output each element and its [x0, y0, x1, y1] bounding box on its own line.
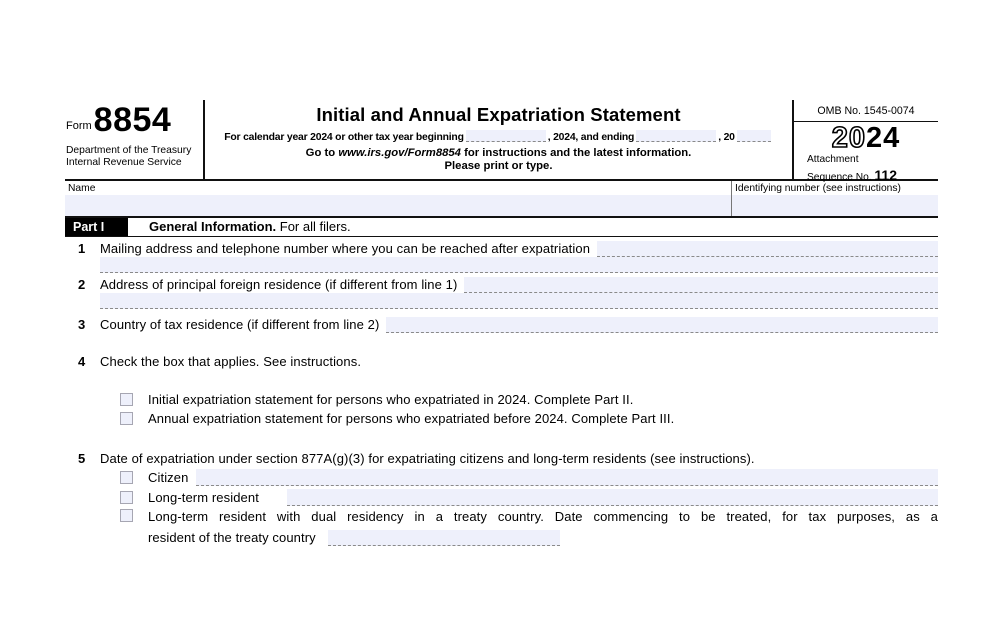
annual-statement-checkbox[interactable]	[120, 412, 133, 425]
tax-year	[794, 124, 938, 153]
dual-residency-label-line-2: resident of the treaty country	[148, 530, 938, 546]
line-2-row	[65, 277, 938, 293]
calendar-year-line	[205, 130, 792, 143]
identifying-number-input[interactable]	[732, 195, 938, 216]
tax-year-ending-input[interactable]	[636, 130, 716, 142]
line-3-input[interactable]	[386, 317, 938, 333]
form-number-line	[65, 101, 203, 139]
identifying-number-label: Identifying number (see instructions)	[735, 183, 901, 194]
initial-statement-label: Initial expatriation statement for persons who expatriated in 2024. Complete Part II.	[148, 391, 634, 407]
goto-suffix: for instructions and the latest information.	[464, 147, 692, 159]
sequence-line: Sequence No. 112	[807, 166, 898, 183]
line-1-number: 1	[78, 240, 86, 256]
annual-statement-label: Annual expatriation statement for persons who expatriated before 2024. Complete Part III.	[148, 410, 675, 426]
line-5-number: 5	[78, 450, 86, 466]
agency-line-1: Department of the Treasury	[66, 145, 192, 157]
line-3-label: Country of tax residence (if different from line 2)	[100, 316, 380, 332]
initial-statement-checkbox[interactable]	[120, 393, 133, 406]
form-word: Form	[66, 120, 92, 133]
spacer	[188, 470, 196, 486]
instructions-line	[205, 147, 792, 159]
name-input[interactable]	[65, 195, 731, 216]
line-4-row	[65, 354, 938, 369]
line-2-label: Address of principal foreign residence (if different from line 1)	[100, 276, 458, 292]
line-2-input-row-2[interactable]	[100, 293, 938, 309]
agency-line-2: Internal Revenue Service	[66, 157, 182, 169]
line-5-dual-residency-row	[120, 509, 938, 546]
line-4-number: 4	[78, 353, 86, 369]
citizen-label: Citizen	[148, 469, 189, 485]
line-1-input[interactable]	[597, 241, 938, 257]
part1-title	[149, 219, 351, 234]
tax-year-bold-digits: 24	[866, 122, 901, 154]
line-4-option-annual	[120, 411, 938, 426]
ending-year-input[interactable]	[737, 130, 771, 142]
attachment-sequence	[794, 154, 938, 185]
line-5-long-term-row	[120, 490, 938, 506]
line-1-input-row-2[interactable]	[100, 257, 938, 273]
form-title-block	[205, 100, 794, 179]
citizen-date-input[interactable]	[196, 469, 938, 486]
part1-title-rest: For all filers.	[279, 219, 351, 235]
agency-block	[65, 145, 203, 169]
part1-header-bar	[65, 216, 938, 237]
part1-title-bold: General Information.	[149, 219, 277, 235]
name-id-row	[65, 181, 938, 216]
calendar-text-3: , 20	[718, 132, 735, 143]
dual-residency-text	[148, 509, 938, 546]
form-number-block	[65, 100, 205, 179]
long-term-resident-checkbox[interactable]	[120, 491, 133, 504]
spacer	[259, 490, 287, 506]
calendar-text-1: For calendar year 2024 or other tax year beginning	[224, 132, 464, 143]
form-title: Initial and Annual Expatriation Statement	[316, 104, 681, 125]
omb-year-block	[794, 100, 938, 183]
part1-badge: Part I	[65, 218, 128, 236]
treaty-country-date-input[interactable]	[328, 530, 560, 546]
goto-prefix: Go to	[305, 147, 336, 159]
line-4-label: Check the box that applies. See instructions.	[100, 353, 362, 369]
tax-year-beginning-input[interactable]	[466, 130, 546, 142]
form-header	[65, 100, 938, 181]
line-5-label: Date of expatriation under section 877A(g)(3) for expatriating citizens and long-term residents (see instructions).	[100, 450, 755, 466]
citizen-checkbox[interactable]	[120, 471, 133, 484]
attachment-word: Attachment	[807, 154, 859, 165]
identifying-number-cell	[732, 181, 938, 216]
calendar-text-2: , 2024, and ending	[547, 132, 635, 143]
print-or-type-line: Please print or type.	[444, 160, 553, 172]
line-4-option-initial	[120, 392, 938, 407]
name-cell	[65, 181, 732, 216]
dual-residency-checkbox[interactable]	[120, 509, 133, 522]
irs-url-link[interactable]: www.irs.gov/Form8854	[338, 147, 461, 159]
line-5-citizen-row	[120, 470, 938, 486]
form-8854	[65, 100, 938, 546]
dual-residency-label-line-1: Long-term resident with dual residency in a treaty country. Date commencing to be treated, for tax purposes, as a	[148, 508, 938, 524]
line-2-number: 2	[78, 276, 86, 292]
line-3-row	[65, 317, 938, 333]
form-number: 8854	[93, 101, 172, 139]
sequence-number: 112	[874, 166, 898, 183]
line-2-input[interactable]	[464, 277, 938, 293]
long-term-resident-label: Long-term resident	[148, 489, 259, 505]
tax-year-outline-digits: 20	[831, 122, 866, 154]
long-term-resident-date-input[interactable]	[287, 489, 938, 506]
line-1-row	[65, 241, 938, 257]
omb-number: OMB No. 1545-0074	[794, 100, 938, 122]
name-label: Name	[68, 183, 96, 194]
line-1-label: Mailing address and telephone number where you can be reached after expatriation	[100, 240, 591, 256]
line-3-number: 3	[78, 316, 86, 332]
line-5-row	[65, 451, 938, 466]
part1-body	[65, 241, 938, 546]
